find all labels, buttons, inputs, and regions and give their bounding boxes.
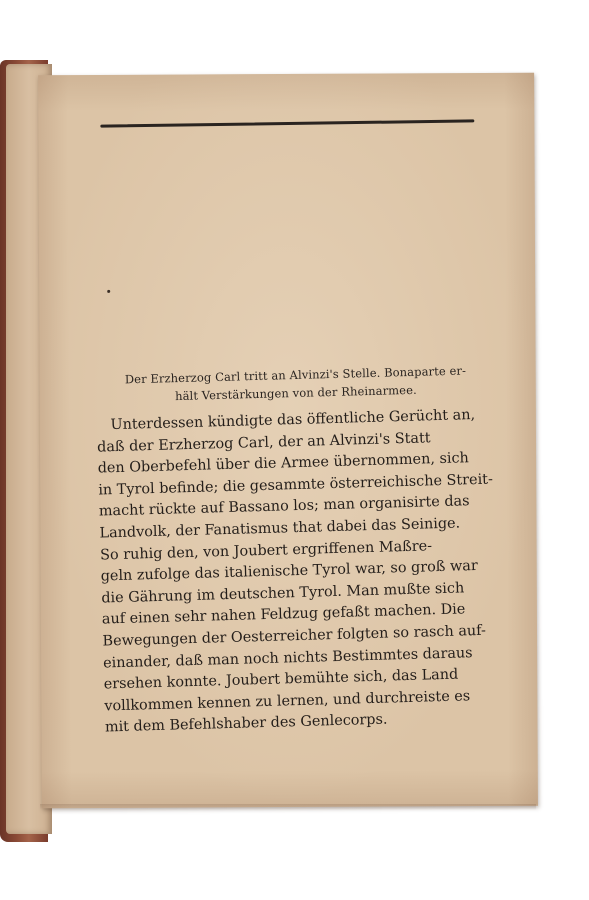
body-line: in Tyrol befinde; die gesammte österreichische Streit- bbox=[98, 471, 494, 499]
body-line: den Oberbefehl über die Armee übernommen, sich bbox=[97, 450, 470, 477]
body-line: Landvolk, der Fanatismus that dabei das Seinige. bbox=[99, 515, 461, 542]
body-line: vollkommen kennen zu lernen, und durchreiste es bbox=[104, 687, 471, 715]
chapter-summary bbox=[95, 361, 496, 407]
body-line: So ruhig den, von Joubert ergriffenen Maßre- bbox=[99, 537, 433, 564]
body-line: einander, daß man noch nichts Bestimmtes daraus bbox=[102, 644, 473, 672]
body-line: Unterdessen kündigte das öffentliche Gerücht an, bbox=[110, 407, 476, 434]
body-line: die Gährung im deutschen Tyrol. Man mußte sich bbox=[101, 580, 465, 607]
body-paragraph bbox=[96, 404, 505, 739]
summary-line: hält Verstärkungen von der Rheinarmee. bbox=[174, 382, 417, 404]
body-line: macht rückte auf Bassano los; man organisirte das bbox=[98, 493, 470, 520]
body-line: geln zufolge das italienische Tyrol war, so groß war bbox=[100, 558, 478, 585]
book-page bbox=[38, 73, 538, 809]
page-shadow bbox=[40, 804, 536, 810]
summary-line: Der Erzherzog Carl tritt an Alvinzi's Stelle. Bonaparte er- bbox=[124, 363, 467, 387]
ink-speck bbox=[107, 290, 110, 293]
body-line: mit dem Befehlshaber des Genlecorps. bbox=[104, 711, 388, 736]
header-rule bbox=[100, 119, 474, 127]
body-line: daß der Erzherzog Carl, der an Alvinzi's Statt bbox=[96, 429, 431, 456]
body-line: ersehen konnte. Joubert bemühte sich, das Land bbox=[103, 666, 459, 693]
body-line: Bewegungen der Oesterreicher folgten so rasch auf- bbox=[102, 622, 487, 650]
body-line: auf einen sehr nahen Feldzug gefaßt machen. Die bbox=[101, 601, 466, 628]
